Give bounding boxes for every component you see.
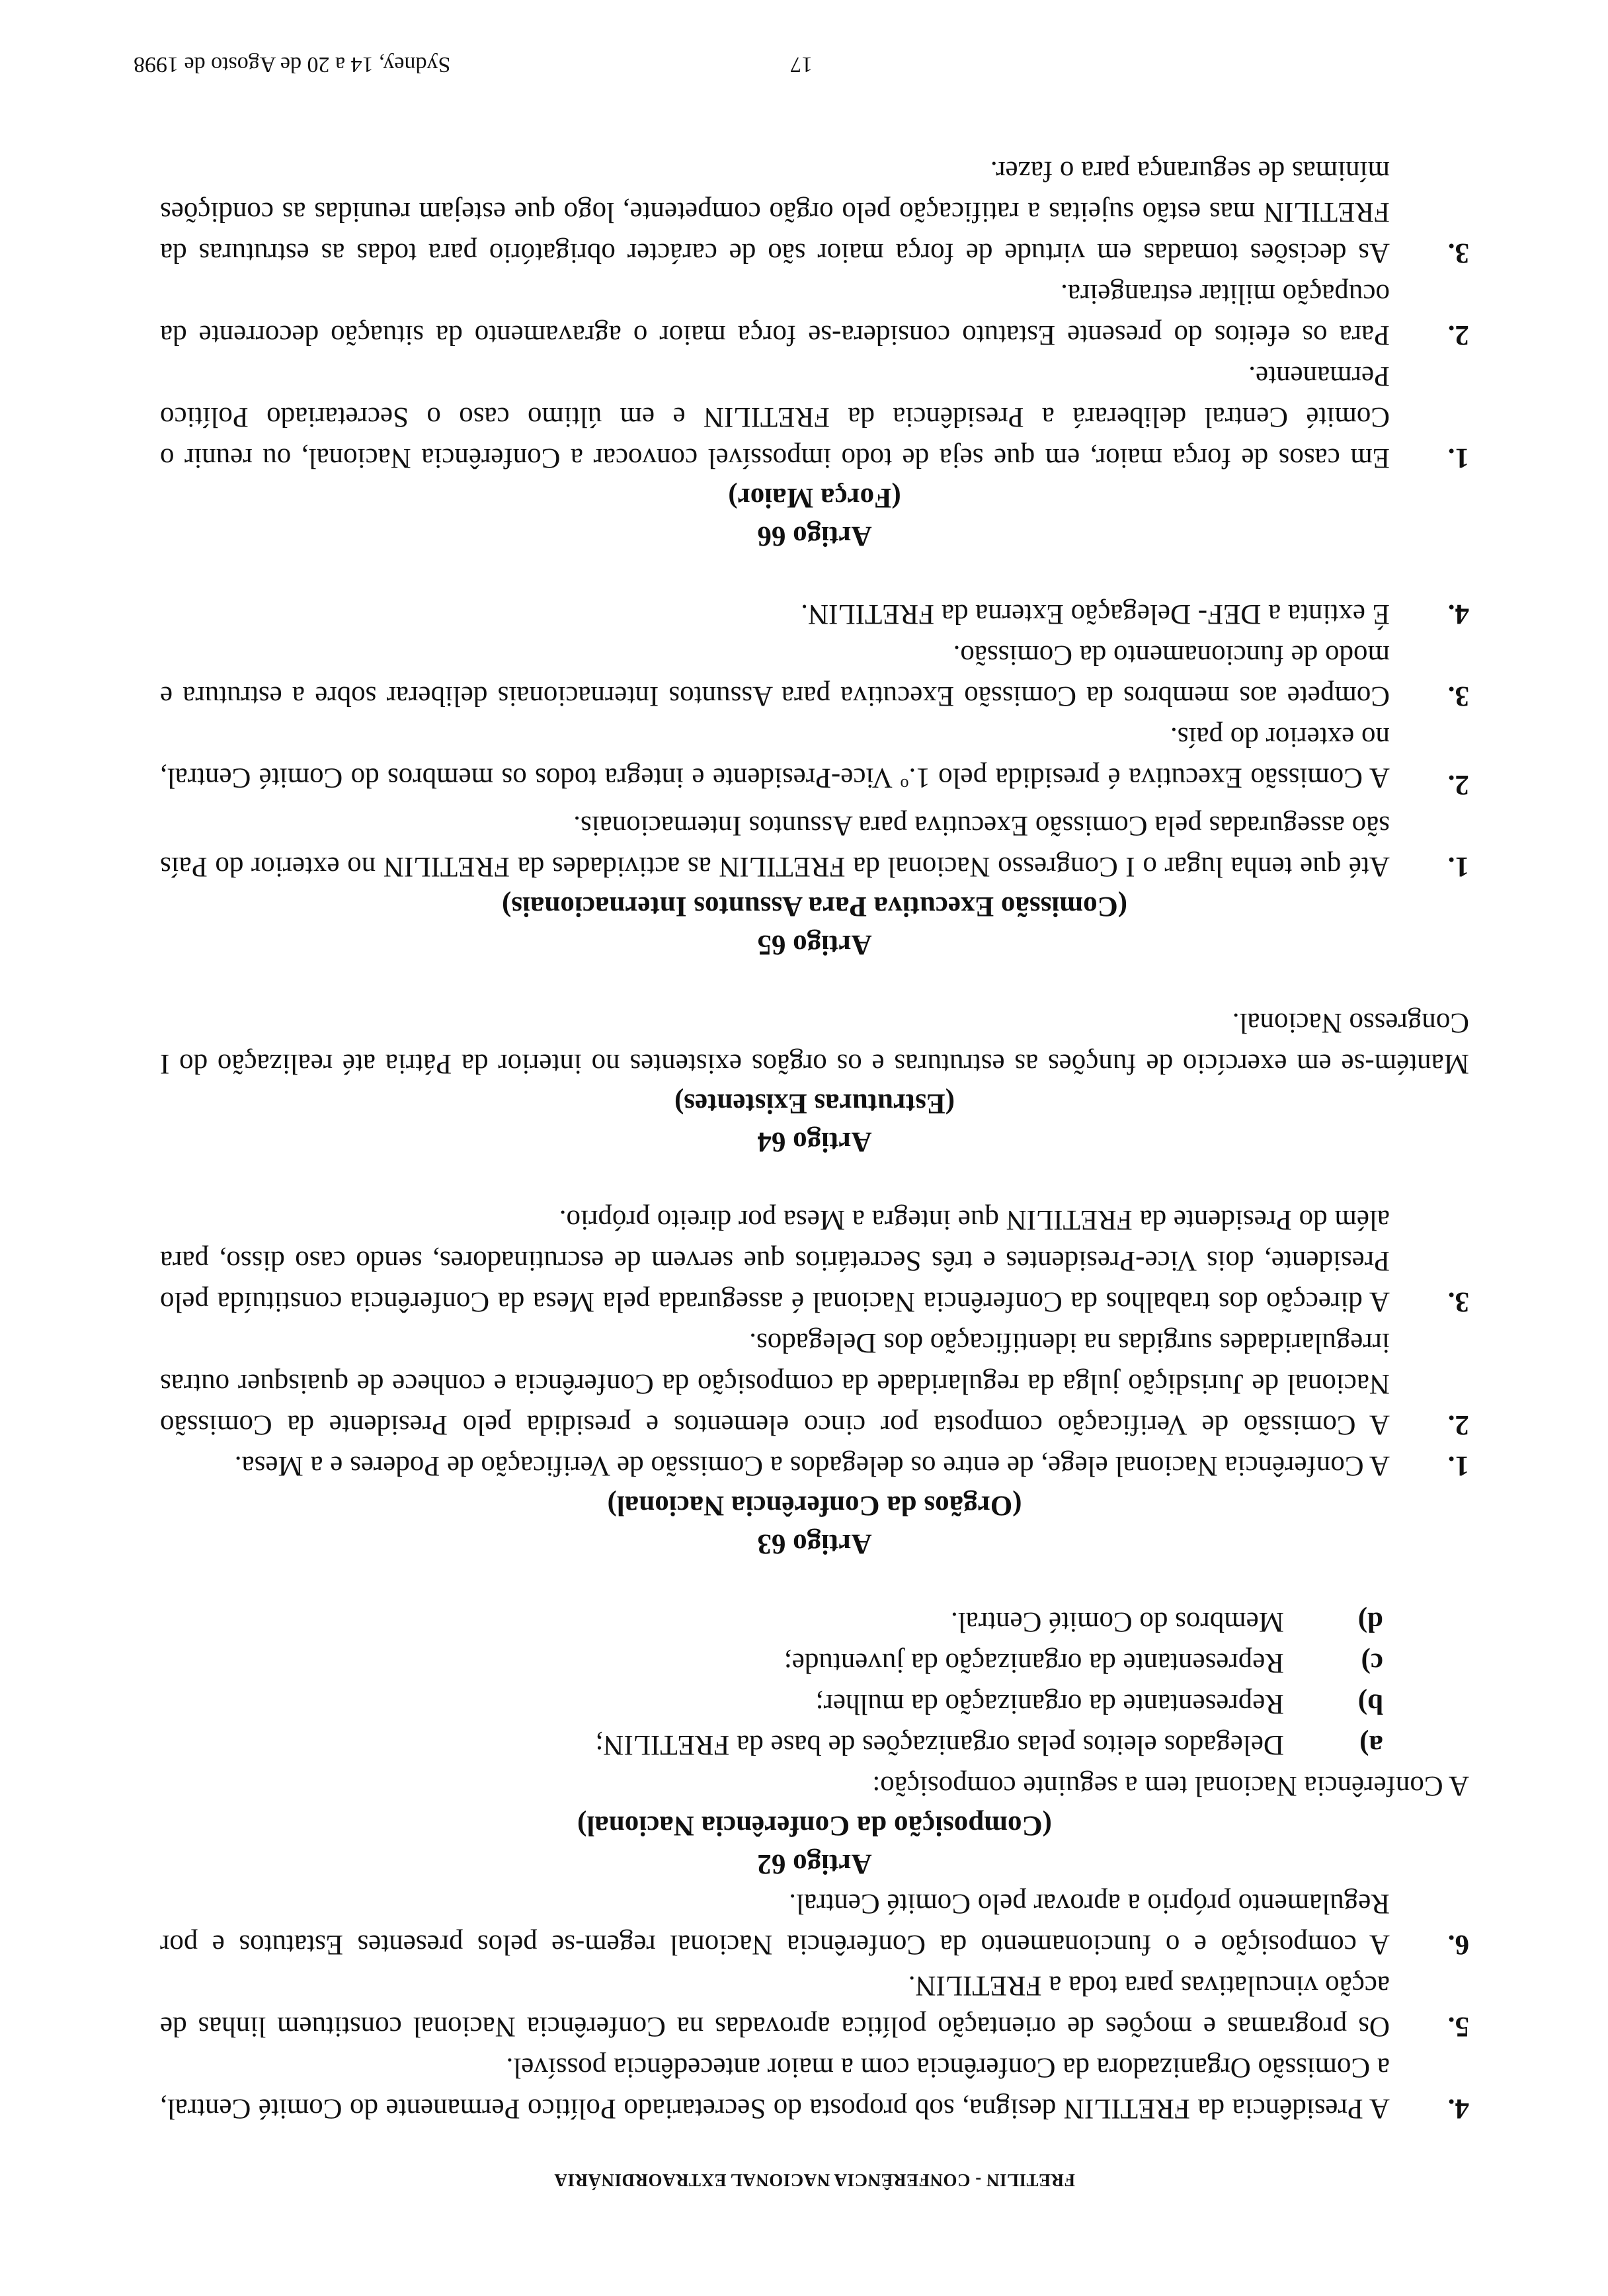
item-number: 1. — [1447, 1450, 1469, 1481]
item-number: 2. — [1447, 1409, 1469, 1440]
article-title: Artigo 64 — [757, 1126, 872, 1157]
item-text: Representante da organização da mulher; — [815, 1688, 1284, 1719]
article-title: Artigo 63 — [757, 1528, 872, 1559]
article-subtitle: (Força Maior) — [728, 481, 901, 513]
item-letter: b) — [1357, 1688, 1383, 1719]
page-number: 17 — [790, 52, 813, 77]
footer-place-date: Sydney, 14 a 20 de Agosto de 1998 — [134, 52, 451, 77]
list-item — [160, 593, 1469, 634]
list-item — [160, 1683, 1383, 1724]
list-item — [160, 355, 1469, 478]
list-item — [160, 716, 1469, 805]
item-text: A direcção dos trabalhos da Conferência Nacional é assegurada pela Mesa da Conferência constituída pelo Presidente, dois Vice-Presidentes e três Secretários que servem de escrutinadores, sendo caso disso, para além do Presidente da FRETILIN que integra a Mesa por direito próprio. — [160, 1204, 1390, 1317]
article-subtitle: (Orgãos da Conferência Nacional) — [607, 1490, 1022, 1521]
article-text: Mantém-se em exercício de funções as estruturas e os orgãos existentes no interior da Pátria até realização do I Congresso Nacional. — [160, 1007, 1469, 1079]
list-item — [160, 1642, 1383, 1683]
item-text-part: Vice-Presidente e integra todos os membros do Comité Central, no exterior do país. — [160, 721, 1390, 794]
article-title: Artigo 65 — [757, 929, 872, 960]
item-text: É extinta a DEF- Delegação Externa da FRETILIN. — [801, 598, 1390, 630]
item-number: 5. — [1447, 2011, 1469, 2042]
page-footer — [134, 52, 1469, 77]
item-text — [160, 716, 1390, 805]
article-lead: A Conferência Nacional tem a seguinte composição: — [872, 1770, 1469, 1801]
item-number: 3. — [1447, 680, 1469, 712]
list-item — [160, 805, 1469, 887]
item-number: 1. — [1447, 851, 1469, 882]
item-number: 4. — [1447, 598, 1469, 630]
item-text: A Comissão de Verificação composta por cinco elementos e presidida pelo Presidente da Comissão Nacional de Jurisdição julga da regularidade da composição da Conferência e conhece de quaisquer outras irregularidades surgidas na identificação dos Delegados. — [160, 1327, 1390, 1440]
article-title: Artigo 66 — [757, 520, 872, 552]
list-item — [160, 2047, 1469, 2129]
article-subtitle: (Comissão Executiva Para Assuntos Internacionais) — [501, 891, 1128, 922]
article-subtitle: (Composição da Conferência Nacional) — [577, 1810, 1052, 1841]
list-item — [160, 1445, 1469, 1486]
article-subtitle: (Estruturas Existentes) — [674, 1088, 955, 1119]
item-number: 3. — [1447, 237, 1469, 268]
item-text: Representante da organização da juventude; — [784, 1647, 1284, 1678]
item-letter: c) — [1361, 1647, 1383, 1678]
ordinal-superscript: o — [900, 775, 909, 794]
item-number: 3. — [1447, 1286, 1469, 1317]
list-item — [160, 634, 1469, 716]
item-text: Delegados eleitos pelas organizações de base da FRETILIN; — [595, 1729, 1284, 1760]
item-text: A Conferência Nacional elege, de entre os delegados a Comissão de Verificação de Poderes e a Mesa. — [234, 1450, 1390, 1481]
list-item — [160, 273, 1469, 355]
list-item — [160, 1883, 1469, 1965]
item-text: A Presidência da FRETILIN designa, sob proposta do Secretariado Político Permanente do Comité Central, a Comissão Organizadora da Conferência com a maior antecedência possível. — [160, 2052, 1390, 2124]
list-item — [160, 150, 1469, 273]
item-text: Para os efeitos do presente Estatuto considera-se força maior o agravamento da situação decorrente da ocupação militar estrangeira. — [160, 278, 1390, 350]
list-item — [160, 1724, 1383, 1765]
item-text: As decisões tomadas em virtude de força maior são de carácter obrigatório para todas as estruturas da FRETILIN mas estão sujeitas a ratificação pelo orgão competente, logo que estejam reunidas as condições mínimas de segurança para o fazer. — [160, 155, 1390, 268]
running-header: FRETILIN - CONFERÊNCIA NACIONAL EXTRAORDINÁRIA — [553, 2170, 1076, 2190]
item-text: Membros do Comité Central. — [951, 1606, 1284, 1637]
item-text: Os programas e moções de orientação política aprovadas na Conferência Nacional constituem linhas de acção vinculativas para toda a FRETILIN. — [160, 1970, 1390, 2042]
list-item — [160, 1965, 1469, 2047]
list-item — [160, 1199, 1469, 1322]
item-number: 4. — [1447, 2093, 1469, 2124]
item-number: 2. — [1447, 769, 1469, 800]
item-text: Compete aos membros da Comissão Executiva para Assuntos Internacionais deliberar sobre a estrutura e modo de funcionamento da Comissão. — [160, 639, 1390, 712]
list-item — [160, 1322, 1469, 1445]
article-title: Artigo 62 — [757, 1848, 872, 1879]
item-number: 2. — [1447, 319, 1469, 350]
item-letter: a) — [1359, 1729, 1383, 1760]
item-letter: d) — [1357, 1606, 1383, 1637]
list-item — [160, 1601, 1383, 1642]
item-number: 6. — [1447, 1929, 1469, 1960]
item-text: Até que tenha lugar o I Congresso Nacional da FRETILIN as actividades da FRETILIN no exterior do País são asseguradas pela Comissão Executiva para Assuntos Internacionais. — [160, 810, 1390, 882]
page-content — [160, 150, 1469, 2190]
item-text: Em casos de força maior, em que seja de todo impossível convocar a Conferência Nacional, ou reunir o Comité Central deliberará a Presidência da FRETILIN e em último caso o Secretariado Político Permanente. — [160, 360, 1390, 473]
item-text-part: A Comissão Executiva é presidida pelo 1. — [908, 762, 1390, 794]
item-number: 1. — [1447, 442, 1469, 473]
item-text: A composição e o funcionamento da Conferência Nacional regem-se pelos presentes Estatutos e por Regulamento próprio a aprovar pelo Comité Central. — [160, 1888, 1390, 1960]
